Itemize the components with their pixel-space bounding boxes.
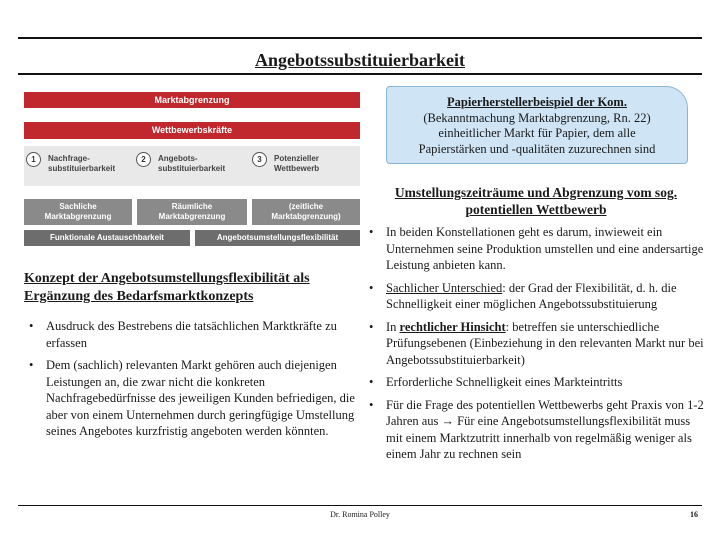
competitive-forces-bar: Wettbewerbskräfte [24,122,360,139]
dimension-geographic: Räumliche Marktabgrenzung [137,199,247,225]
footer-rule [18,505,702,506]
force-number-1: 1 [26,152,41,167]
top-rule [18,37,702,39]
force-label-1: Nachfrage- substituierbarkeit [48,154,116,173]
list-item: • Ausdruck des Bestrebens die tatsächlichen Marktkräfte zu erfassen [26,318,356,351]
callout-line: einheitlicher Markt für Papier, dem alle [438,126,636,140]
right-section-heading: Umstellungszeiträume und Abgrenzung vom sog. potentiellen Wettbewerb [394,185,678,217]
force-number-2: 2 [136,152,151,167]
callout-line: Papierstärken und -qualitäten zuzurechnen sind [418,141,656,156]
dimension-temporal: (zeitliche Marktabgrenzung) [252,199,360,225]
market-definition-bar: Marktabgrenzung [24,92,360,108]
paper-example-callout [386,86,688,164]
list-item: • Dem (sachlich) relevanten Markt gehören auch diejenigen Leistungen an, die zwar nicht die konkreten Nachfragebedürfnisse des jeweiligen Kunden befriedigen, die aber von einem Unternehmen durch geringfügige Umstellung seines Angebotes kurzfristig angeboten werden könnten. [26,357,356,440]
left-section-heading: Konzept der Angebotsumstellungsflexibilität als Ergänzung des Bedarfsmarktkonzepts [24,271,310,304]
market-definition-diagram [24,92,360,258]
force-number-3: 3 [252,152,267,167]
page-title: Angebotssubstituierbarkeit [254,50,465,70]
callout-line: (Bekanntmachung Marktabgrenzung, Rn. 22) [423,110,651,125]
list-item: • Sachlicher Unterschied: der Grad der Flexibilität, d. h. die Schnelligkeit einer möglichen Angebotssubstituierung [366,280,706,313]
list-item: • In rechtlicher Hinsicht: betreffen sie unterschiedliche Prüfungsebenen (Einbeziehung in den relevanten Markt nur bei Angebotssubstituierbarkeit) [366,319,706,369]
right-bullet-list [366,224,706,469]
title-rule [18,73,702,75]
force-label-3: Potenzieller Wettbewerb [274,154,320,173]
list-item: • In beiden Konstellationen geht es darum, inwieweit ein Unternehmen seine Produktion umstellen und eine andersartige Leistung anbieten kann. [366,224,706,274]
dimension-factual: Sachliche Marktabgrenzung [24,199,132,225]
supply-flexibility-box: Angebotsumstellungsflexibilität [195,230,360,246]
left-bullet-list [26,318,356,446]
list-item: • Erforderliche Schnelligkeit eines Markteintritts [366,374,706,391]
list-item: • Für die Frage des potentiellen Wettbewerbs geht Praxis von 1-2 Jahren aus → Für eine Angebotsumstellungsflexibilität muss mit einem Marktzutritt innerhalb von regelmäßig weniger als einem Jahr zu rechnen sein [366,397,706,463]
footer-author: Dr. Romina Polley [330,510,390,519]
force-label-2: Angebots- substituierbarkeit [158,154,226,173]
callout-heading: Papierherstellerbeispiel der Kom. [447,95,627,109]
functional-interchangeability-box: Funktionale Austauschbarkeit [24,230,190,246]
page-number: 16 [690,510,698,519]
